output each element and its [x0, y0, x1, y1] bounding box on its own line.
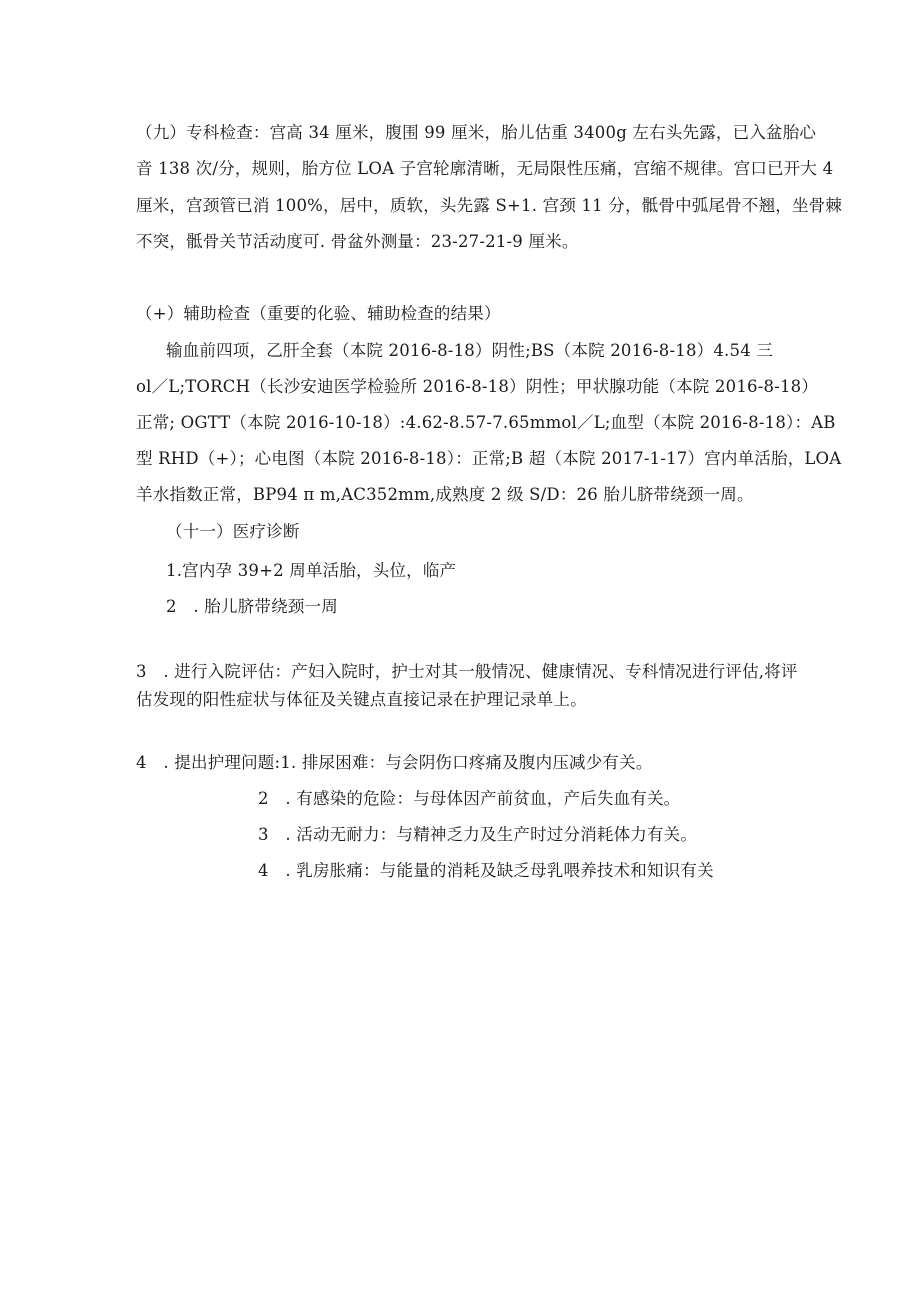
aux-exam-line-3: 正常; OGTT（本院 2016-10-18）:4.62-8.57-7.65mmol／L;血型（本院 2016-8-18）：AB: [136, 413, 836, 432]
aux-exam-line-2: ol／L;TORCH（长沙安迪医学检验所 2016-8-18）阴性；甲状腺功能（本院 2016-8-18）: [136, 377, 819, 396]
aux-exam-line-4: 型 RHD（+）；心电图（本院 2016-8-18）：正常;B 超（本院 2017-1-17）宫内单活胎，LOA: [136, 449, 842, 468]
nursing-problems-line-1: 4 . 提出护理问题:1. 排尿困难：与会阴伤口疼痛及腹内压减少有关。: [136, 753, 653, 772]
diagnosis-item-1: 1.宫内孕 39+2 周单活胎，头位，临产: [166, 561, 457, 580]
nursing-problem-3: 3 . 活动无耐力：与精神乏力及生产时过分消耗体力有关。: [258, 825, 698, 844]
exam-line-1: （九）专科检查：宫高 34 厘米，腹围 99 厘米，胎儿估重 3400g 左右头先露，已入盆胎心: [136, 123, 817, 142]
diagnosis-heading: （十一）医疗诊断: [166, 522, 300, 541]
exam-line-3: 厘米，宫颈管已消 100%，居中，质软，头先露 S+1. 宫颈 11 分，骶骨中弧尾骨不翘，坐骨棘: [136, 196, 843, 215]
assessment-line-2: 估发现的阳性症状与体征及关键点直接记录在护理记录单上。: [136, 690, 587, 709]
aux-exam-line-1: 输血前四项，乙肝全套（本院 2016-8-18）阴性;BS（本院 2016-8-18）4.54 三: [166, 341, 774, 360]
nursing-problem-4: 4 . 乳房胀痛：与能量的消耗及缺乏母乳喂养技术和知识有关: [258, 861, 714, 880]
aux-exam-heading: （+）辅助检查（重要的化验、辅助检查的结果）: [136, 304, 501, 323]
exam-line-2: 音 138 次/分，规则，胎方位 LOA 子宫轮廓清晰，无局限性压痛，宫缩不规律。宫口已开大 4: [136, 159, 834, 178]
assessment-line-1: 3 . 进行入院评估：产妇入院时，护士对其一般情况、健康情况、专科情况进行评估,将评: [136, 662, 798, 681]
nursing-problem-2: 2 . 有感染的危险：与母体因产前贫血，产后失血有关。: [258, 789, 681, 808]
diagnosis-item-2: 2 . 胎儿脐带绕颈一周: [166, 597, 338, 616]
exam-line-4: 不突，骶骨关节活动度可. 骨盆外测量：23-27-21-9 厘米。: [136, 232, 579, 251]
aux-exam-line-5: 羊水指数正常，BP94 π m,AC352mm,成熟度 2 级 S/D：26 胎儿脐带绕颈一周。: [136, 485, 754, 504]
